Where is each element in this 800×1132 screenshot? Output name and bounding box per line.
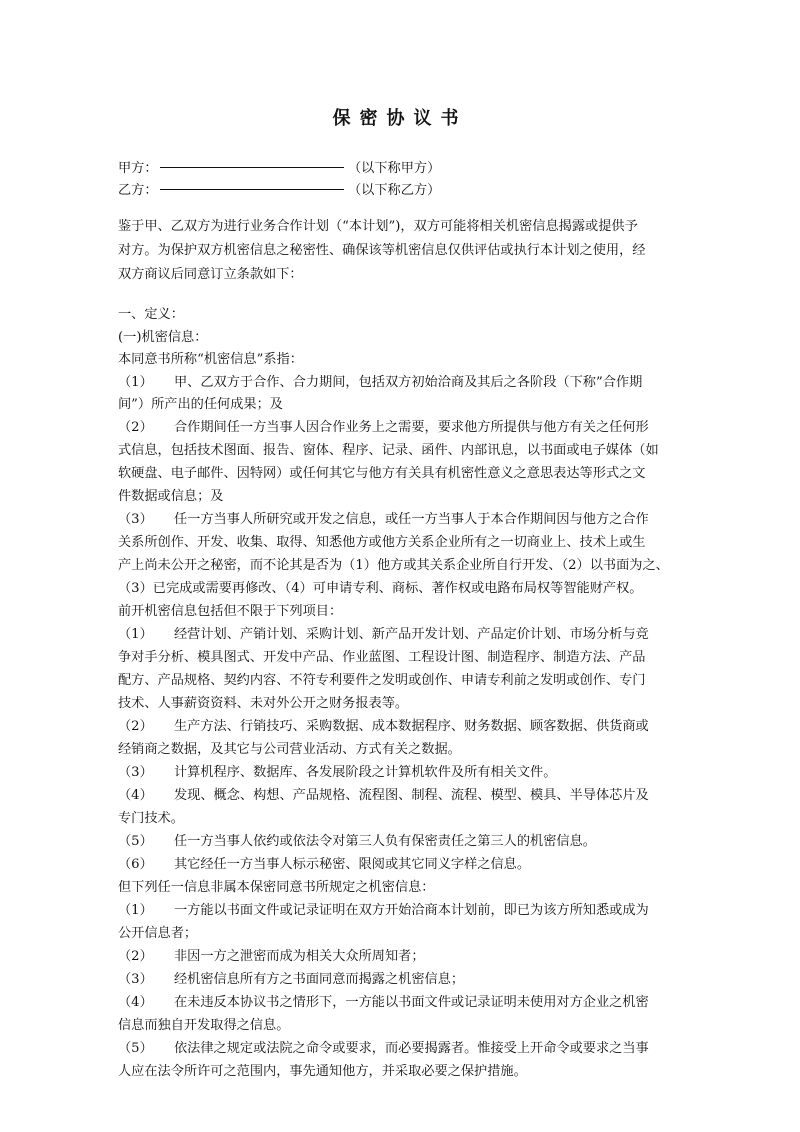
list-item (118, 718, 688, 735)
item-number: （5） (118, 834, 153, 849)
list-item-continuation: 关系所创作、开发、收集、取得、知悉他方或他方关系企业所有之一切商业上、技术上或生 (118, 535, 646, 550)
list-item (118, 419, 688, 436)
list-item (118, 787, 688, 804)
paragraph-lead: 但下列任一信息非属本保密同意书所规定之机密信息： (118, 880, 435, 895)
item-text: 依法律之规定或法院之命令或要求，而必要揭露者。惟接受上开命令或要求之当事 (174, 1041, 649, 1056)
item-number: （4） (118, 788, 153, 803)
item-text: 任一方当事人所研究或开发之信息，或任一方当事人于本合作期间因与他方之合作 (174, 512, 649, 527)
item-number: （6） (118, 857, 153, 872)
party-b-row (118, 182, 688, 199)
item-number: （4） (118, 995, 153, 1010)
item-text: 发现、概念、构想、产品规格、流程图、制程、流程、模型、模具、半导体芯片及 (174, 788, 649, 803)
list-item-continuation: 争对手分析、模具图式、开发中产品、作业蓝图、工程设计图、制造程序、制造方法、产品 (118, 650, 646, 665)
list-item-continuation: 专门技术。 (118, 811, 184, 826)
list-item-continuation: （3）已完成或需要再修改、（4）可申请专利、商标、著作权或电路布局权等智能财产权。 (118, 581, 643, 596)
item-text: 合作期间任一方当事人因合作业务上之需要，要求他方所提供与他方有关之任何形 (174, 420, 649, 435)
item-number: （3） (118, 765, 153, 780)
item-text: 非因一方之泄密而成为相关大众所周知者； (174, 949, 425, 964)
intro-line: 鉴于甲、乙双方为进行业务合作计划（“本计划”)，双方可能将相关机密信息揭露或提供予 (118, 219, 638, 234)
intro-line: 对方。为保护双方机密信息之秘密性、确保该等机密信息仅供评估或执行本计划之使用，经 (118, 243, 646, 258)
item-text: 计算机程序、数据库、各发展阶段之计算机软件及所有相关文件。 (174, 765, 557, 780)
intro-line: 双方商议后同意订立条款如下： (118, 267, 303, 282)
list-item (118, 948, 688, 965)
item-number: （1） (118, 903, 153, 918)
item-number: （3） (118, 512, 153, 527)
list-item (118, 902, 688, 919)
list-item-continuation: 人应在法令所许可之范围内，事先通知他方，并采取必要之保护措施。 (118, 1064, 527, 1079)
list-item-continuation: 技术、人事薪资资料、未对外公开之财务报表等。 (118, 696, 409, 711)
item-number: （2） (118, 719, 153, 734)
item-text: 甲、乙双方于合作、合力期间，包括双方初始洽商及其后之各阶段（下称”合作期 (174, 375, 643, 390)
item-text: 经机密信息所有方之书面同意而揭露之机密信息； (174, 972, 465, 987)
party-a-row (118, 160, 688, 177)
item-number: （1） (118, 375, 153, 390)
list-item (118, 374, 688, 391)
list-item-continuation: 式信息，包括技术图面、报告、窗体、程序、记录、函件、内部讯息，以书面或电子媒体（如 (118, 443, 659, 458)
item-text: 任一方当事人依约或依法令对第三人负有保密责任之第三人的机密信息。 (174, 834, 596, 849)
party-a-label: 甲方： (118, 161, 158, 176)
item-number: （2） (118, 949, 153, 964)
party-a-blank (160, 166, 344, 168)
list-item-continuation: 经销商之数据，及其它与公司营业活动、方式有关之数据。 (118, 742, 461, 757)
list-item (118, 1040, 688, 1057)
list-item-continuation: 配方、产品规格、契约内容、不符专利要件之发明或创作、申请专利前之发明或创作、专门 (118, 673, 646, 688)
paragraph-lead: 前开机密信息包括但不限于下列项目： (118, 604, 343, 619)
section-heading: 一、定义： (118, 307, 184, 322)
document-title: 保密协议书 (332, 108, 468, 129)
item-number: （1） (118, 627, 153, 642)
list-item-continuation: 信息而独自开发取得之信息。 (118, 1018, 290, 1033)
paragraph-lead: 本同意书所称“机密信息”系指： (118, 352, 303, 367)
list-item (118, 511, 688, 528)
party-b-blank (160, 188, 344, 190)
item-text: 其它经任一方当事人标示秘密、限阅或其它同义字样之信息。 (174, 857, 531, 872)
item-number: （3） (118, 972, 153, 987)
list-item-continuation: 产上尚未公开之秘密，而不论其是否为（1）他方或其关系企业所自行开发、（2）以书面为之、 (118, 558, 669, 573)
list-item (118, 971, 688, 988)
list-item (118, 994, 688, 1011)
item-text: 一方能以书面文件或记录证明在双方开始洽商本计划前，即已为该方所知悉或成为 (174, 903, 649, 918)
list-item (118, 856, 688, 873)
list-item (118, 626, 688, 643)
list-item-continuation: 公开信息者； (118, 926, 198, 941)
subsection-heading: (一)机密信息： (118, 330, 208, 345)
party-a-suffix: （以下称甲方） (348, 161, 441, 176)
list-item (118, 764, 688, 781)
party-b-label: 乙方： (118, 183, 158, 198)
list-item-continuation: 软硬盘、电子邮件、因特网）或任何其它与他方有关具有机密性意义之意思表达等形式之文 (118, 466, 646, 481)
item-number: （2） (118, 420, 153, 435)
list-item (118, 833, 688, 850)
item-text: 生产方法、行销技巧、采购数据、成本数据程序、财务数据、顾客数据、供货商或 (174, 719, 649, 734)
item-text: 在未违反本协议书之情形下，一方能以书面文件或记录证明未使用对方企业之机密 (174, 995, 649, 1010)
list-item-continuation: 件数据或信息；及 (118, 489, 224, 504)
item-text: 经营计划、产销计划、采购计划、新产品开发计划、产品定价计划、市场分析与竞 (174, 627, 649, 642)
list-item-continuation: 间”）所产出的任何成果；及 (118, 397, 283, 412)
item-number: （5） (118, 1041, 153, 1056)
party-b-suffix: （以下称乙方） (348, 183, 441, 198)
